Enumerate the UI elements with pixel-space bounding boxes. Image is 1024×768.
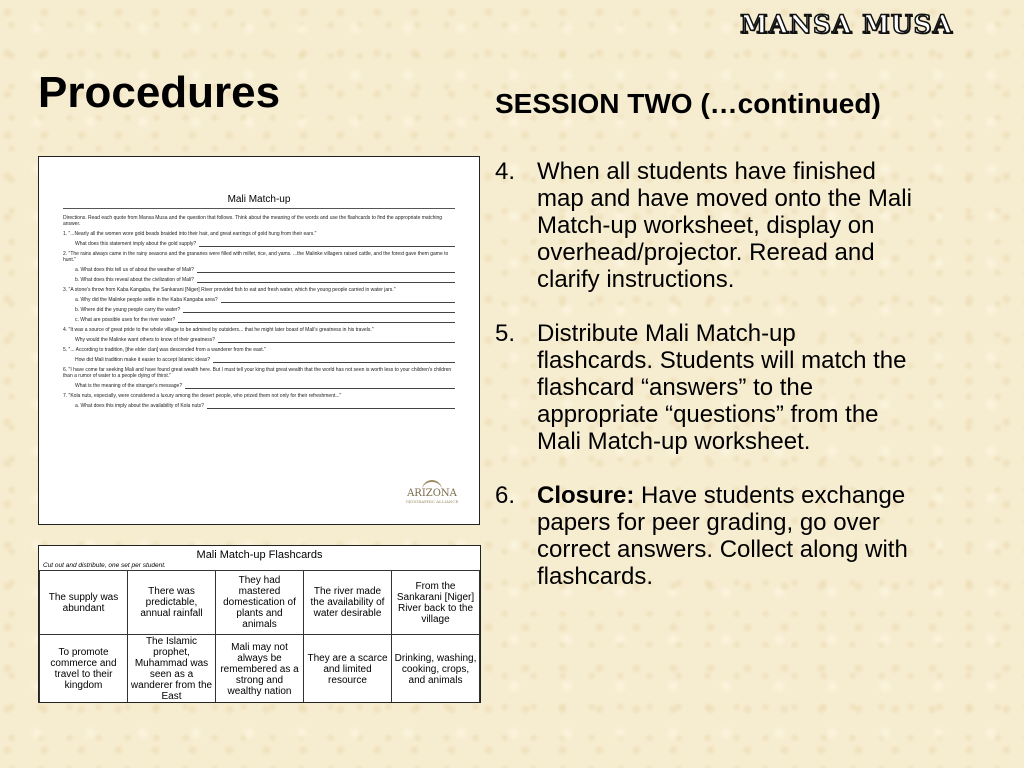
flashcards-thumbnail — [38, 545, 481, 703]
worksheet-thumbnail — [38, 156, 480, 525]
worksheet-question — [63, 277, 455, 283]
worksheet-quote: 4. "It was a source of great pride to the whole village to be admired by outsiders... that he might later boast of Mali's greatness in his travels." — [63, 327, 374, 333]
question-text: Why would the Malinke want others to know of their greatness? — [75, 337, 216, 343]
flashcard-cell: The supply was abundant — [40, 571, 128, 635]
step-text — [537, 320, 915, 455]
worksheet-question — [63, 383, 455, 389]
logo-subtext: GEOGRAPHIC ALLIANCE — [405, 499, 459, 504]
worksheet-question — [63, 241, 455, 247]
step-body: Have students exchange papers for peer grading, go over correct answers. Collect along with flashcards. — [537, 482, 908, 590]
flashcard-cell: They had mastered domestication of plants and animals — [216, 571, 304, 635]
step-text — [537, 158, 915, 293]
answer-line — [178, 317, 455, 323]
question-text: a. What does this imply about the availability of Kola nuts? — [75, 403, 204, 409]
step-number: 4. — [495, 158, 516, 185]
step-number: 5. — [495, 320, 516, 347]
worksheet-quote: 5. "... According to tradition, [the elder clan] was descended from a wanderer from the east." — [63, 347, 266, 353]
flashcards-note: Cut out and distribute, one set per student. — [43, 562, 166, 569]
question-text: c. What are possible uses for the river water? — [75, 317, 176, 323]
question-text: How did Mali tradition make it easier to accept Islamic ideas? — [75, 357, 211, 363]
answer-line — [213, 357, 455, 363]
flashcards-table — [39, 570, 480, 703]
flashcards-title: Mali Match-up Flashcards — [196, 549, 323, 561]
step-item — [495, 158, 915, 293]
worksheet-directions: Directions. Read each quote from Mansa Musa and the question that follows. Think about the meaning of the words and use the flashcards to find the appropriate matching answer. — [63, 215, 443, 227]
worksheet-question — [63, 357, 455, 363]
logo-text: ARIZONA — [407, 488, 457, 499]
answer-line — [199, 241, 455, 247]
flashcard-cell: Mali may not always be remembered as a strong and wealthy nation — [216, 635, 304, 704]
table-row — [40, 571, 480, 635]
question-text: a. What does this tell us of about the weather of Mali? — [75, 267, 194, 273]
question-text: What does this statement imply about the gold supply? — [75, 241, 197, 247]
step-item — [495, 320, 915, 455]
brand-logo-text: MANSA MUSA — [740, 10, 954, 39]
flashcard-cell: From the Sankarani [Niger] River back to the village — [392, 571, 480, 635]
flashcard-cell: There was predictable, annual rainfall — [128, 571, 216, 635]
worksheet-question — [63, 317, 455, 323]
slide-title: Procedures — [38, 68, 281, 117]
step-body: Distribute Mali Match-up flashcards. Students will match the flashcard “answers” to the appropriate “questions” from the Mali Match-up worksheet. — [537, 320, 907, 455]
worksheet-question — [63, 403, 455, 409]
table-row — [40, 635, 480, 704]
question-text: What is the meaning of the stranger's message? — [75, 383, 183, 389]
question-text: a. Why did the Malinke people settle in the Kaba Kangaba area? — [75, 297, 218, 303]
procedure-steps — [495, 158, 915, 617]
question-text: b. What does this reveal about the civilization of Mali? — [75, 277, 194, 283]
worksheet-quote: 3. "A stone's throw from Kaba Kangaba, the Sankarani [Niger] River provided fish to eat and fresh water, which the young people carried in water jars." — [63, 287, 396, 293]
worksheet-quote: 6. "I have come far seeking Mali and have found great wealth here. But I must tell your king that great wealth that the world has not seen is worth less to your children's children than a rumor of water to a people dying of thirst." — [63, 367, 452, 379]
worksheet-quote: 1. "...Nearly all the women wore gold beads braided into their hair, and great earrings of gold hung from their ears." — [63, 231, 317, 237]
worksheet-title: Mali Match-up — [63, 194, 455, 209]
worksheet-body — [63, 215, 455, 409]
flashcard-cell: Drinking, washing, cooking, crops, and animals — [392, 635, 480, 704]
answer-line — [197, 277, 455, 283]
arizona-logo — [405, 480, 459, 506]
answer-line — [207, 403, 455, 409]
flashcard-cell: To promote commerce and travel to their kingdom — [40, 635, 128, 704]
step-text — [537, 482, 915, 590]
session-heading: SESSION TWO (…continued) — [495, 88, 881, 119]
step-bold-lead: Closure: — [537, 482, 635, 509]
answer-line — [183, 307, 455, 313]
worksheet-question — [63, 307, 455, 313]
step-body: When all students have finished map and have moved onto the Mali Match-up worksheet, display on overhead/projector. Reread and clarify instructions. — [537, 158, 912, 293]
worksheet-question — [63, 297, 455, 303]
flashcard-cell: The river made the availability of water desirable — [304, 571, 392, 635]
question-text: b. Where did the young people carry the water? — [75, 307, 181, 313]
answer-line — [218, 337, 455, 343]
answer-line — [185, 383, 455, 389]
worksheet-quote: 2. "The rains always came in the rainy seasons and the granaries were filled with millet, rice, and yams. ...the Malinke villagers raised cattle, and the forest gave them game to hunt." — [63, 251, 449, 263]
flashcard-cell: They are a scarce and limited resource — [304, 635, 392, 704]
step-number: 6. — [495, 482, 516, 509]
answer-line — [197, 267, 455, 273]
worksheet-question — [63, 337, 455, 343]
worksheet-quote: 7. "Kola nuts, especially, were considered a luxury among the desert people, who prized them not only for their refreshment..." — [63, 393, 342, 399]
worksheet-question — [63, 267, 455, 273]
step-item — [495, 482, 915, 590]
flashcard-cell: The Islamic prophet, Muhammad was seen as a wanderer from the East — [128, 635, 216, 704]
answer-line — [221, 297, 455, 303]
